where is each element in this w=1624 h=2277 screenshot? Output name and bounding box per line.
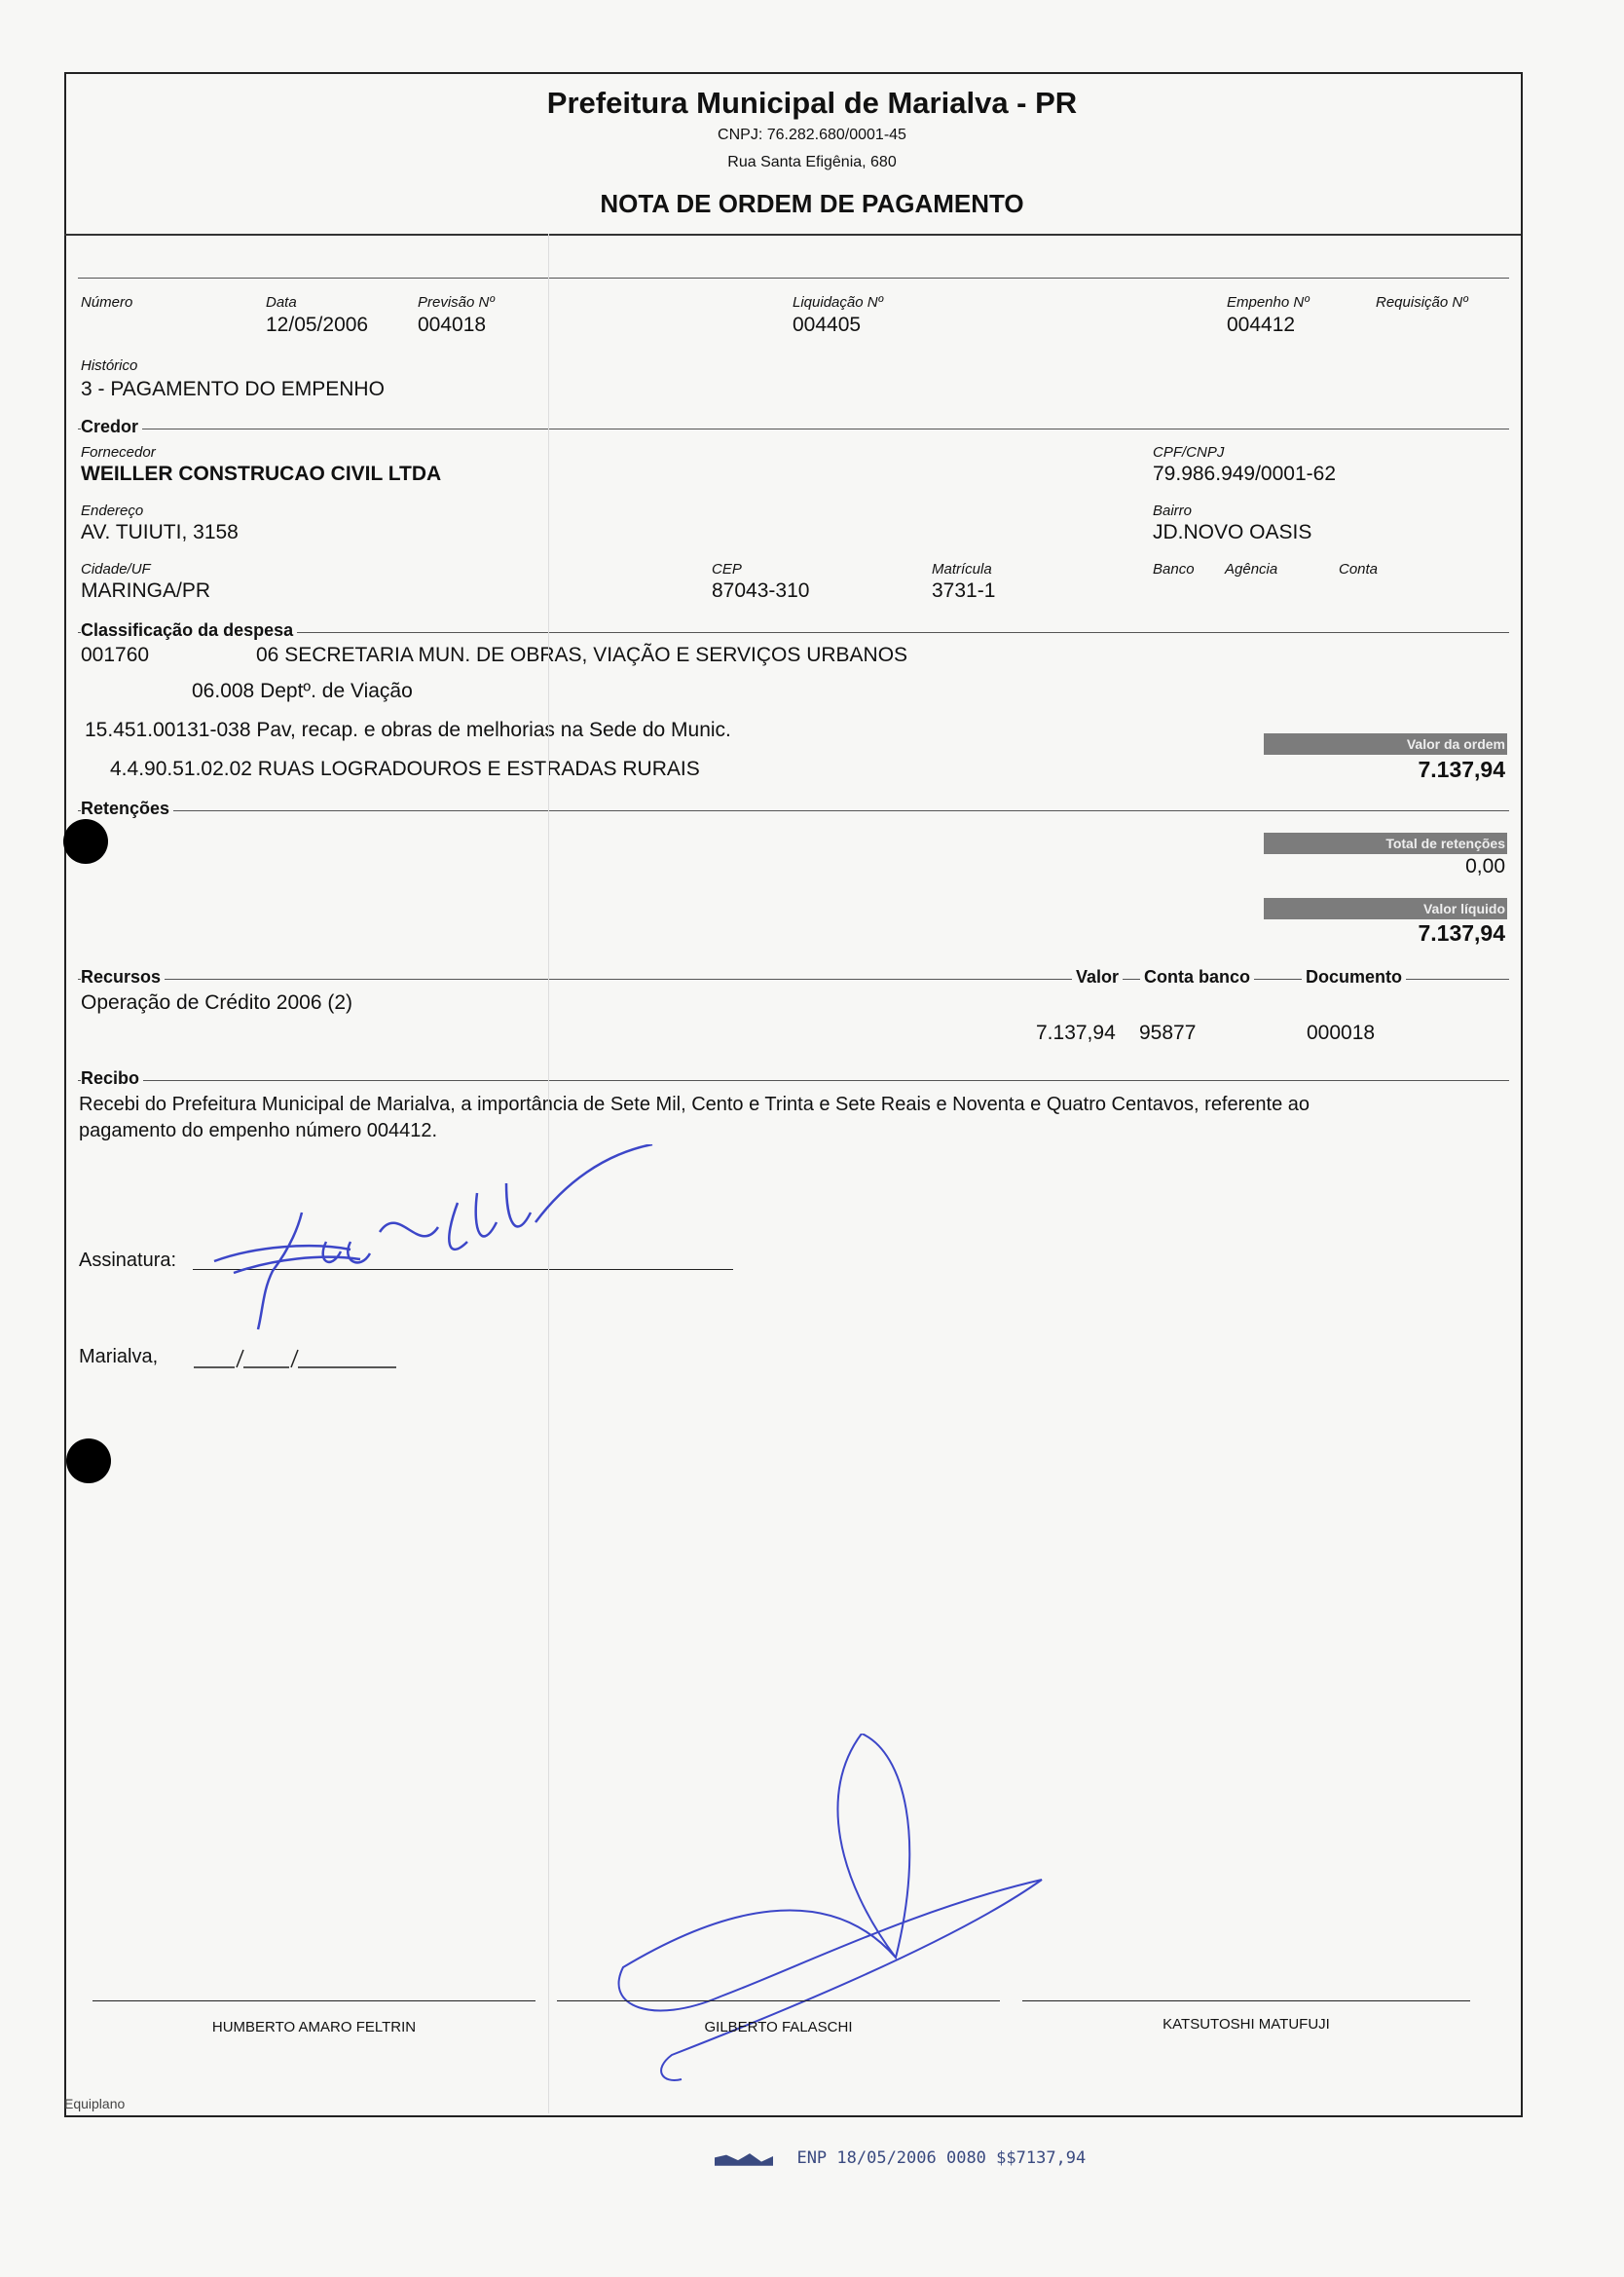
- recibo-rule: [78, 1080, 1509, 1081]
- classificacao-line-1: 06 SECRETARIA MUN. DE OBRAS, VIAÇÃO E SERVIÇOS URBANOS: [256, 644, 908, 666]
- recipient-signature: [195, 1144, 682, 1339]
- recibo-text-line-1: Recebi do Prefeitura Municipal de Marialva, a importância de Sete Mil, Cento e Trinta e Sete Reais e Noventa e Quatro Centavos, referente ao: [79, 1094, 1310, 1115]
- fields-top-rule: [78, 278, 1509, 279]
- previsao-label: Previsão Nº: [418, 294, 495, 311]
- recursos-valor-label: Valor: [1072, 967, 1123, 988]
- date-blanks: [168, 1347, 402, 1376]
- recursos-documento: 000018: [1307, 1022, 1376, 1044]
- historico-value: 3 - PAGAMENTO DO EMPENHO: [81, 378, 385, 400]
- punch-hole-top: [63, 819, 108, 864]
- cidade-label: Cidade/UF: [81, 561, 151, 578]
- valor-liquido-label: Valor líquido: [1264, 898, 1507, 919]
- recursos-section-title: Recursos: [81, 967, 165, 988]
- bank-stamp: [715, 2148, 1086, 2168]
- recursos-documento-label: Documento: [1302, 967, 1406, 988]
- cpf-label: CPF/CNPJ: [1153, 444, 1225, 461]
- valor-ordem-label: Valor da ordem: [1264, 733, 1507, 755]
- recursos-conta-banco: 95877: [1139, 1022, 1197, 1044]
- agencia-label: Agência: [1225, 561, 1278, 578]
- bairro-value: JD.NOVO OASIS: [1153, 521, 1312, 543]
- endereco-label: Endereço: [81, 503, 144, 519]
- classificacao-line-3: 15.451.00131-038 Pav, recap. e obras de melhorias na Sede do Munic.: [85, 719, 731, 741]
- classificacao-code: 001760: [81, 644, 150, 666]
- total-retencoes-value: 0,00: [1465, 855, 1505, 877]
- banco-label: Banco: [1153, 561, 1195, 578]
- address-text: Rua Santa Efigênia, 680: [727, 154, 897, 170]
- cpf-value: 79.986.949/0001-62: [1153, 463, 1337, 485]
- endereco-value: AV. TUIUTI, 3158: [81, 521, 239, 543]
- cnpj-text: CNPJ: 76.282.680/0001-45: [718, 127, 906, 143]
- recibo-text-line-2: pagamento do empenho número 004412.: [79, 1120, 438, 1141]
- liquidacao-label: Liquidação Nº: [793, 294, 884, 311]
- signatory-name-3: KATSUTOSHI MATUFUJI: [1163, 2016, 1330, 2033]
- classificacao-section-title: Classificação da despesa: [81, 620, 297, 641]
- bairro-label: Bairro: [1153, 503, 1193, 519]
- cep-value: 87043-310: [712, 579, 810, 602]
- signatory-line-1: [92, 2000, 535, 2001]
- punch-hole-bottom: [66, 1438, 111, 1483]
- header-divider: [64, 234, 1521, 236]
- valor-liquido-value: 7.137,94: [1418, 920, 1505, 946]
- previsao-value: 004018: [418, 314, 487, 336]
- retencoes-section-title: Retenções: [81, 799, 173, 819]
- recibo-section-title: Recibo: [81, 1068, 143, 1089]
- credor-section-title: Credor: [81, 417, 142, 437]
- signatory-name-2: GILBERTO FALASCHI: [704, 2019, 853, 2035]
- signatory-name-1: HUMBERTO AMARO FELTRIN: [211, 2019, 417, 2035]
- page-title: Prefeitura Municipal de Marialva - PR: [546, 86, 1078, 120]
- empenho-value: 004412: [1227, 314, 1296, 336]
- assinatura-label: Assinatura:: [79, 1250, 177, 1271]
- recursos-valor: 7.137,94: [1036, 1022, 1116, 1044]
- software-footer: Equiplano: [64, 2096, 126, 2111]
- signatory-line-2: [557, 2000, 1000, 2001]
- data-label: Data: [266, 294, 297, 311]
- stamp-text: ENP 18/05/2006 0080 $$7137,94: [796, 2148, 1087, 2168]
- matricula-label: Matrícula: [932, 561, 992, 578]
- signatory-line-3: [1022, 2000, 1470, 2001]
- authority-signature: [604, 1734, 1061, 2094]
- stamp-mark: [715, 2152, 773, 2166]
- empenho-label: Empenho Nº: [1227, 294, 1310, 311]
- date-blank-lines: [168, 1347, 402, 1370]
- retencoes-rule: [78, 810, 1509, 811]
- valor-ordem-value: 7.137,94: [1418, 757, 1505, 782]
- fornecedor-value: WEILLER CONSTRUCAO CIVIL LTDA: [81, 463, 442, 485]
- data-value: 12/05/2006: [266, 314, 369, 336]
- classificacao-line-4: 4.4.90.51.02.02 RUAS LOGRADOUROS E ESTRADAS RURAIS: [110, 758, 700, 780]
- recursos-conta-banco-label: Conta banco: [1140, 967, 1254, 988]
- requisicao-label: Requisição Nº: [1376, 294, 1468, 311]
- recursos-descricao: Operação de Crédito 2006 (2): [81, 991, 352, 1014]
- numero-label: Número: [81, 294, 133, 311]
- document-title: NOTA DE ORDEM DE PAGAMENTO: [600, 189, 1024, 218]
- historico-label: Histórico: [81, 357, 138, 374]
- liquidacao-value: 004405: [793, 314, 862, 336]
- matricula-value: 3731-1: [932, 579, 996, 602]
- fornecedor-label: Fornecedor: [81, 444, 156, 461]
- cidade-value: MARINGA/PR: [81, 579, 211, 602]
- classificacao-line-2: 06.008 Deptº. de Viação: [192, 680, 413, 702]
- recursos-rule: [78, 979, 1509, 980]
- total-retencoes-label: Total de retenções: [1264, 833, 1507, 854]
- local-label: Marialva,: [79, 1346, 159, 1367]
- conta-label: Conta: [1339, 561, 1379, 578]
- cep-label: CEP: [712, 561, 742, 578]
